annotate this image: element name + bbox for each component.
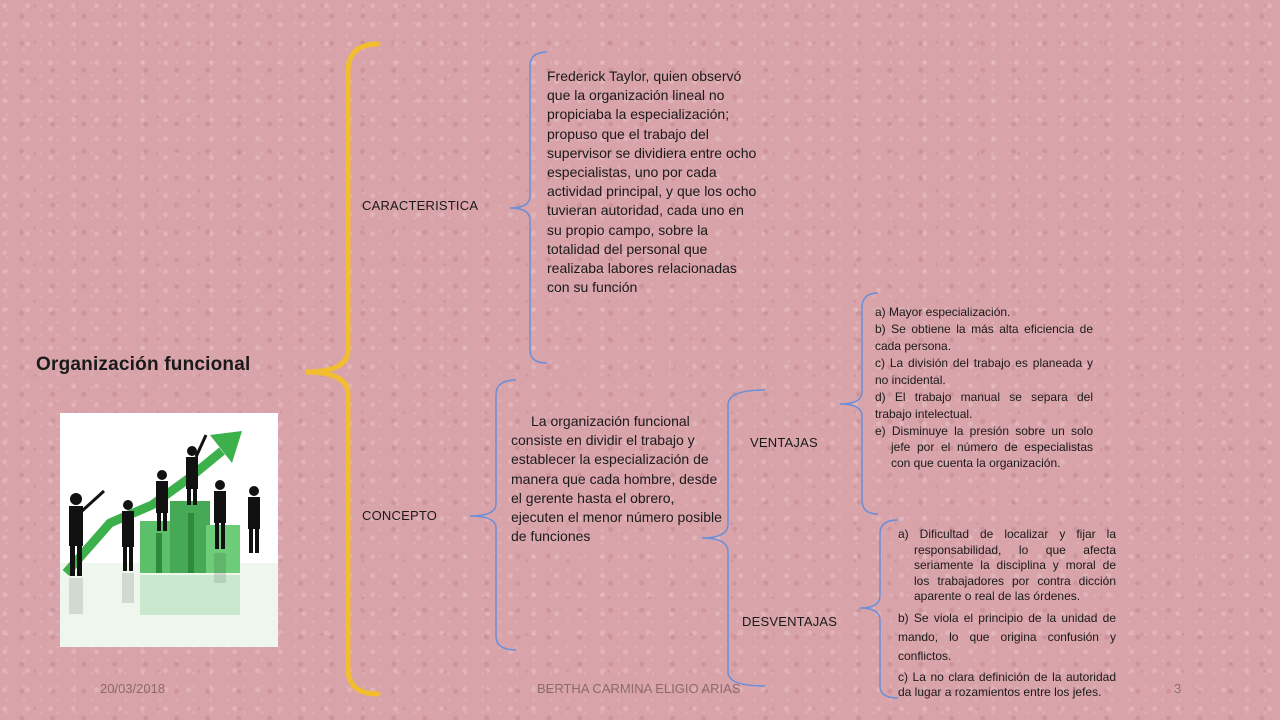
list-item: c) La división del trabajo es planeada y no incidental. [875, 356, 1093, 387]
footer-date: 20/03/2018 [100, 681, 166, 696]
caracteristica-label: CARACTERISTICA [362, 198, 479, 213]
footer-page-number: 3 [1174, 681, 1182, 696]
ventajas-label: VENTAJAS [750, 435, 818, 450]
caracteristica-brace [510, 52, 547, 363]
list-item: a) Dificultad de localizar y fijar la responsabilidad, lo que afecta seriamente la disciplina y moral de los trabajadores por contra dicción aparente o real de las órdenes. [898, 527, 1116, 603]
list-item: b) Se obtiene la más alta eficiencia de cada persona. [875, 322, 1093, 353]
desventajas-list [898, 527, 1116, 701]
footer-author: BERTHA CARMINA ELIGIO ARIAS [537, 681, 741, 696]
ventajas-brace [840, 293, 878, 514]
business-growth-illustration [60, 413, 278, 647]
caracteristica-text: Frederick Taylor, quien observó que la organización lineal no propiciaba la especialización; propuso que el trabajo del supervisor se dividiera entre ocho especialistas, uno por cada actividad principal, y que los ocho tuvieran autoridad, cada uno en su propio campo, sobre la totalidad del personal que realizaba labores relacionadas con su función [547, 68, 757, 296]
list-item: a) Mayor especialización. [875, 305, 1011, 319]
root-title: Organización funcional [36, 354, 251, 375]
desventajas-label: DESVENTAJAS [742, 614, 838, 629]
list-item: c) La no clara definición de la autoridad da lugar a rozamientos entre los jefes. [898, 669, 1116, 699]
ventajas-list [875, 304, 1093, 471]
main-brace [305, 44, 378, 694]
concepto-brace [470, 380, 516, 650]
concepto-text: La organización funcional consiste en dividir el trabajo y establecer la especialización de manera que cada hombre, desde el gerente hasta el obrero, ejecuten el menor número posible de funciones [511, 413, 722, 545]
list-item: d) El trabajo manual se separa del trabajo intelectual. [875, 390, 1093, 421]
concepto-label: CONCEPTO [362, 508, 438, 523]
desventajas-brace [860, 520, 898, 698]
list-item: e) Disminuye la presión sobre un solo jefe por el número de especialistas con que cuenta la organización. [875, 424, 1093, 470]
list-item: b) Se viola el principio de la unidad de mando, lo que origina confusión y conflictos. [898, 610, 1116, 663]
